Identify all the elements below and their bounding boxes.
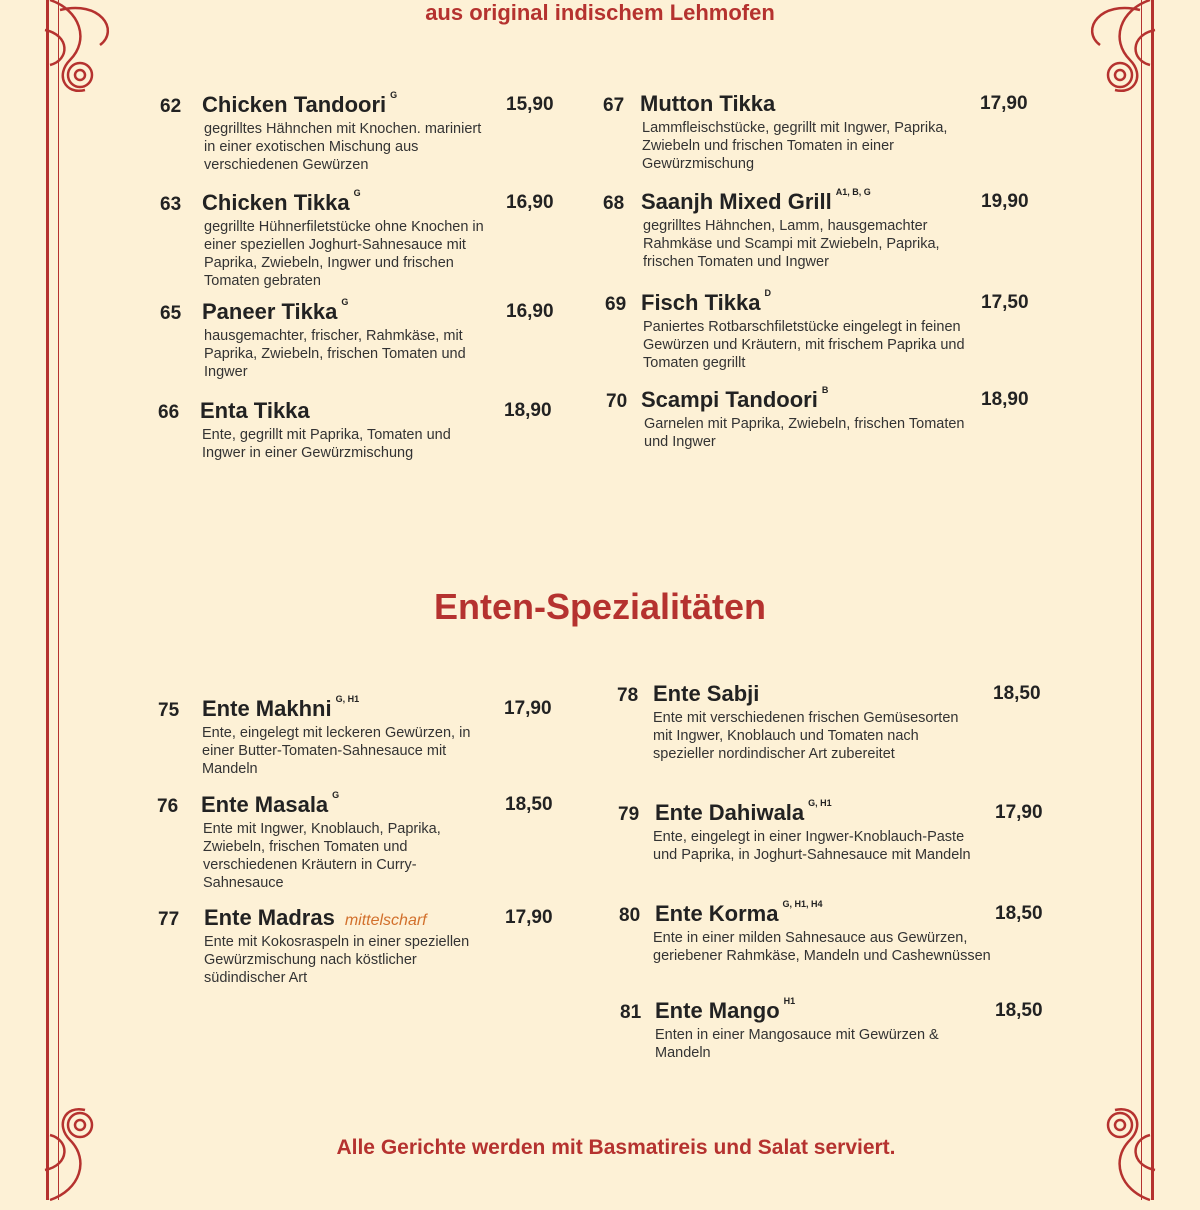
item-number: 77 [158, 909, 180, 930]
allergen-codes: G, H1, H4 [782, 899, 823, 909]
item-description: Ente, gegrillt mit Paprika, Tomaten und Ingwer in einer Gewürzmischung [202, 427, 451, 461]
item-number: 66 [158, 402, 180, 423]
item-price: 17,50 [981, 292, 1029, 313]
item-number: 75 [158, 700, 180, 721]
item-name: Mutton Tikka [640, 91, 776, 116]
item-number: 78 [617, 685, 639, 706]
item-description: Ente in einer milden Sahnesauce aus Gewürzen, geriebener Rahmkäse, Mandeln und Cashewnüssen [653, 930, 991, 964]
item-name: Ente Madras mittelscharf [204, 905, 427, 930]
item-description: hausgemachter, frischer, Rahmkäse, mit Paprika, Zwiebeln, frischen Tomaten und Ingwer [204, 328, 466, 380]
item-number: 80 [619, 905, 641, 926]
item-description: Ente mit Ingwer, Knoblauch, Paprika, Zwiebeln, frischen Tomaten und verschiedenen Kräutern in Curry-Sahnesauce [203, 821, 441, 891]
allergen-codes: G [341, 297, 349, 307]
item-name: Chicken Tikka $^G$ [202, 188, 361, 215]
allergen-codes: D [764, 288, 771, 298]
item-name: Ente Sabji [653, 681, 760, 706]
spice-level-tag: mittelscharf [344, 912, 427, 929]
item-number: 81 [620, 1002, 642, 1023]
item-price: 18,50 [995, 1000, 1043, 1021]
item-name: Paneer Tikka $^G$ [202, 297, 349, 324]
item-number: 62 [160, 96, 182, 117]
item-price: 15,90 [506, 94, 554, 115]
item-description: Paniertes Rotbarschfiletstücke eingelegt in feinen Gewürzen und Kräutern, mit frischem Paprika und Tomaten gegrillt [643, 319, 965, 371]
item-description: gegrillte Hühnerfiletstücke ohne Knochen in einer speziellen Joghurt-Sahnesauce mit Paprika, Zwiebeln, Ingwer und frischen Tomaten gebraten [204, 219, 484, 289]
item-description: gegrilltes Hähnchen, Lamm, hausgemachter Rahmkäse und Scampi mit Zwiebeln, Paprika, frischen Tomaten und Ingwer [643, 218, 940, 270]
item-price: 17,90 [504, 698, 552, 719]
allergen-codes: G, H1 [808, 798, 832, 808]
allergen-codes: B [821, 385, 829, 395]
item-name: Scampi Tandoori $^B$ [641, 385, 829, 412]
item-number: 76 [157, 796, 179, 817]
item-description: Lammfleischstücke, gegrillt mit Ingwer, Paprika, Zwiebeln und frischen Tomaten in einer Gewürzmischung [642, 120, 948, 172]
item-price: 18,50 [993, 683, 1041, 704]
section-title: Enten-Spezialitäten [433, 586, 767, 627]
item-number: 65 [160, 303, 182, 324]
item-description: Ente mit Kokosraspeln in einer speziellen Gewürzmischung nach köstlicher südindischer Art [204, 934, 470, 986]
item-price: 16,90 [506, 192, 554, 213]
allergen-codes: G [390, 90, 398, 100]
item-price: 19,90 [981, 191, 1029, 212]
item-name: Ente Makhni $^{G, H1}$ [202, 694, 360, 721]
item-description: Ente, eingelegt in einer Ingwer-Knoblauch-Paste und Paprika, in Joghurt-Sahnesauce mit Mandeln [653, 829, 971, 863]
item-number: 79 [618, 804, 640, 825]
item-price: 17,90 [995, 802, 1043, 823]
allergen-codes: G [353, 188, 361, 198]
item-price: 18,90 [981, 389, 1029, 410]
item-description: Ente mit verschiedenen frischen Gemüsesorten mit Ingwer, Knoblauch und Tomaten nach spezieller nordindischer Art zubereitet [653, 710, 959, 762]
item-description: Ente, eingelegt mit leckeren Gewürzen, in einer Butter-Tomaten-Sahnesauce mit Mandeln [202, 725, 471, 777]
allergen-codes: A1, B, G [835, 187, 871, 197]
item-description: Garnelen mit Paprika, Zwiebeln, frischen Tomaten und Ingwer [644, 416, 965, 450]
item-name: Enta Tikka [200, 398, 310, 423]
item-name: Ente Korma $^{G, H1, H4}$ [655, 899, 823, 926]
item-number: 67 [603, 95, 625, 116]
item-price: 18,50 [995, 903, 1043, 924]
footer-note: Alle Gerichte werden mit Basmatireis und Salat serviert. [336, 1136, 896, 1159]
section-subtitle: aus original indischem Lehmofen [425, 0, 775, 25]
item-name: Fisch Tikka $^D$ [641, 288, 771, 315]
item-price: 16,90 [506, 301, 554, 322]
item-price: 17,90 [505, 907, 553, 928]
item-price: 18,50 [505, 794, 553, 815]
allergen-codes: G [332, 790, 340, 800]
allergen-codes: H1 [783, 996, 796, 1006]
item-name: Saanjh Mixed Grill $^{A1, B, G}$ [641, 187, 871, 214]
item-price: 18,90 [504, 400, 552, 421]
item-number: 63 [160, 194, 182, 215]
item-name: Ente Dahiwala $^{G, H1}$ [655, 798, 832, 825]
item-name: Ente Mango $^{H1}$ [655, 996, 796, 1023]
allergen-codes: G, H1 [335, 694, 360, 704]
item-number: 68 [603, 193, 625, 214]
item-name: Ente Masala $^G$ [201, 790, 340, 817]
item-description: Enten in einer Mangosauce mit Gewürzen & Mandeln [655, 1027, 939, 1061]
item-name: Chicken Tandoori $^G$ [202, 90, 398, 117]
item-description: gegrilltes Hähnchen mit Knochen. mariniert in einer exotischen Mischung aus verschiedenen Gewürzen [204, 121, 482, 173]
item-number: 69 [605, 294, 627, 315]
item-number: 70 [606, 391, 628, 412]
item-price: 17,90 [980, 93, 1028, 114]
